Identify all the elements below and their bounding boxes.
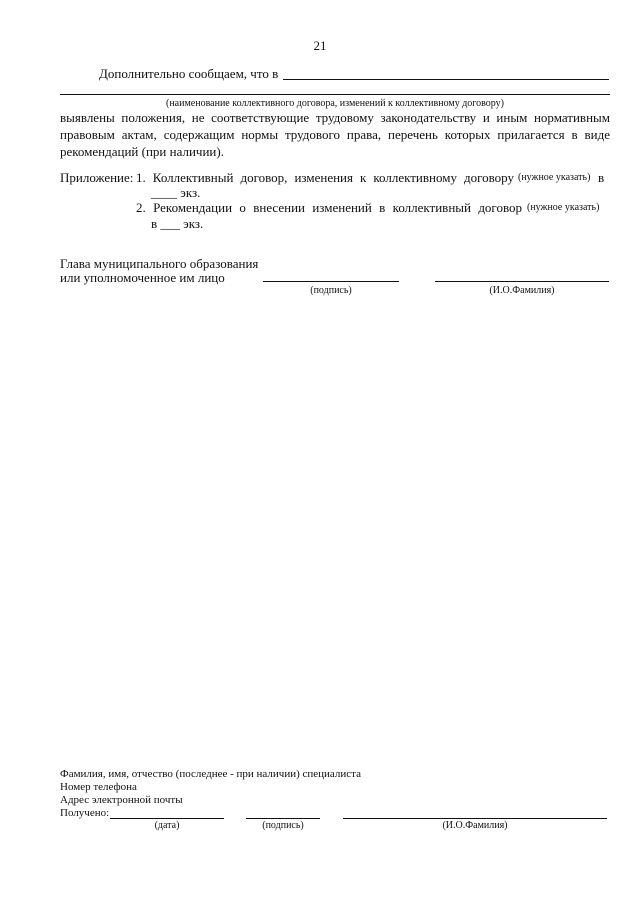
appendix-item-1-in: в — [598, 170, 605, 185]
footer-signature-caption: (подпись) — [262, 820, 304, 831]
footer-signature-line — [246, 818, 320, 819]
footer-date-line — [110, 818, 224, 819]
footer-specialist-name: Фамилия, имя, отчество (последнее - при наличии) специалиста — [60, 768, 361, 780]
footer-name-line — [343, 818, 607, 819]
page-number: 21 — [313, 38, 327, 53]
body-line-2: правовым актам, содержащим нормы трудового права, перечень которых прилагается в виде — [60, 127, 610, 142]
signatory-signature-line — [263, 281, 399, 282]
footer-date-caption: (дата) — [154, 820, 180, 831]
appendix-item-2: 2. Рекомендации о внесении изменений в коллективный договор — [136, 200, 522, 215]
body-line-1: выявлены положения, не соответствующие трудовому законодательству и иным нормативным — [60, 110, 610, 125]
signatory-title-line-1: Глава муниципального образования — [60, 256, 259, 271]
signatory-name-caption: (И.О.Фамилия) — [489, 285, 555, 296]
footer-email: Адрес электронной почты — [60, 794, 183, 806]
signatory-signature-caption: (подпись) — [310, 285, 352, 296]
contract-name-field-line-1 — [283, 79, 609, 80]
contract-name-field-line-2 — [60, 94, 610, 95]
footer-phone: Номер телефона — [60, 781, 137, 793]
appendix-item-2-note: (нужное указать) — [527, 202, 600, 213]
signatory-name-line — [435, 281, 609, 282]
appendix-item-1-copies: ____ экз. — [151, 185, 201, 200]
footer-received-label: Получено: — [60, 807, 110, 819]
footer-name-caption: (И.О.Фамилия) — [442, 820, 508, 831]
appendix-item-1-note: (нужное указать) — [518, 172, 591, 183]
body-line-3: рекомендаций (при наличии). — [60, 144, 224, 159]
appendix-item-1: 1. Коллективный договор, изменения к коллективному договору — [136, 170, 514, 185]
appendix-label: Приложение: — [60, 170, 134, 185]
contract-name-caption: (наименование коллективного договора, изменений к коллективному договору) — [165, 98, 505, 109]
signatory-title-line-2: или уполномоченное им лицо — [60, 270, 225, 285]
appendix-item-2-copies: в ___ экз. — [151, 216, 204, 231]
intro-lead: Дополнительно сообщаем, что в — [99, 66, 279, 81]
